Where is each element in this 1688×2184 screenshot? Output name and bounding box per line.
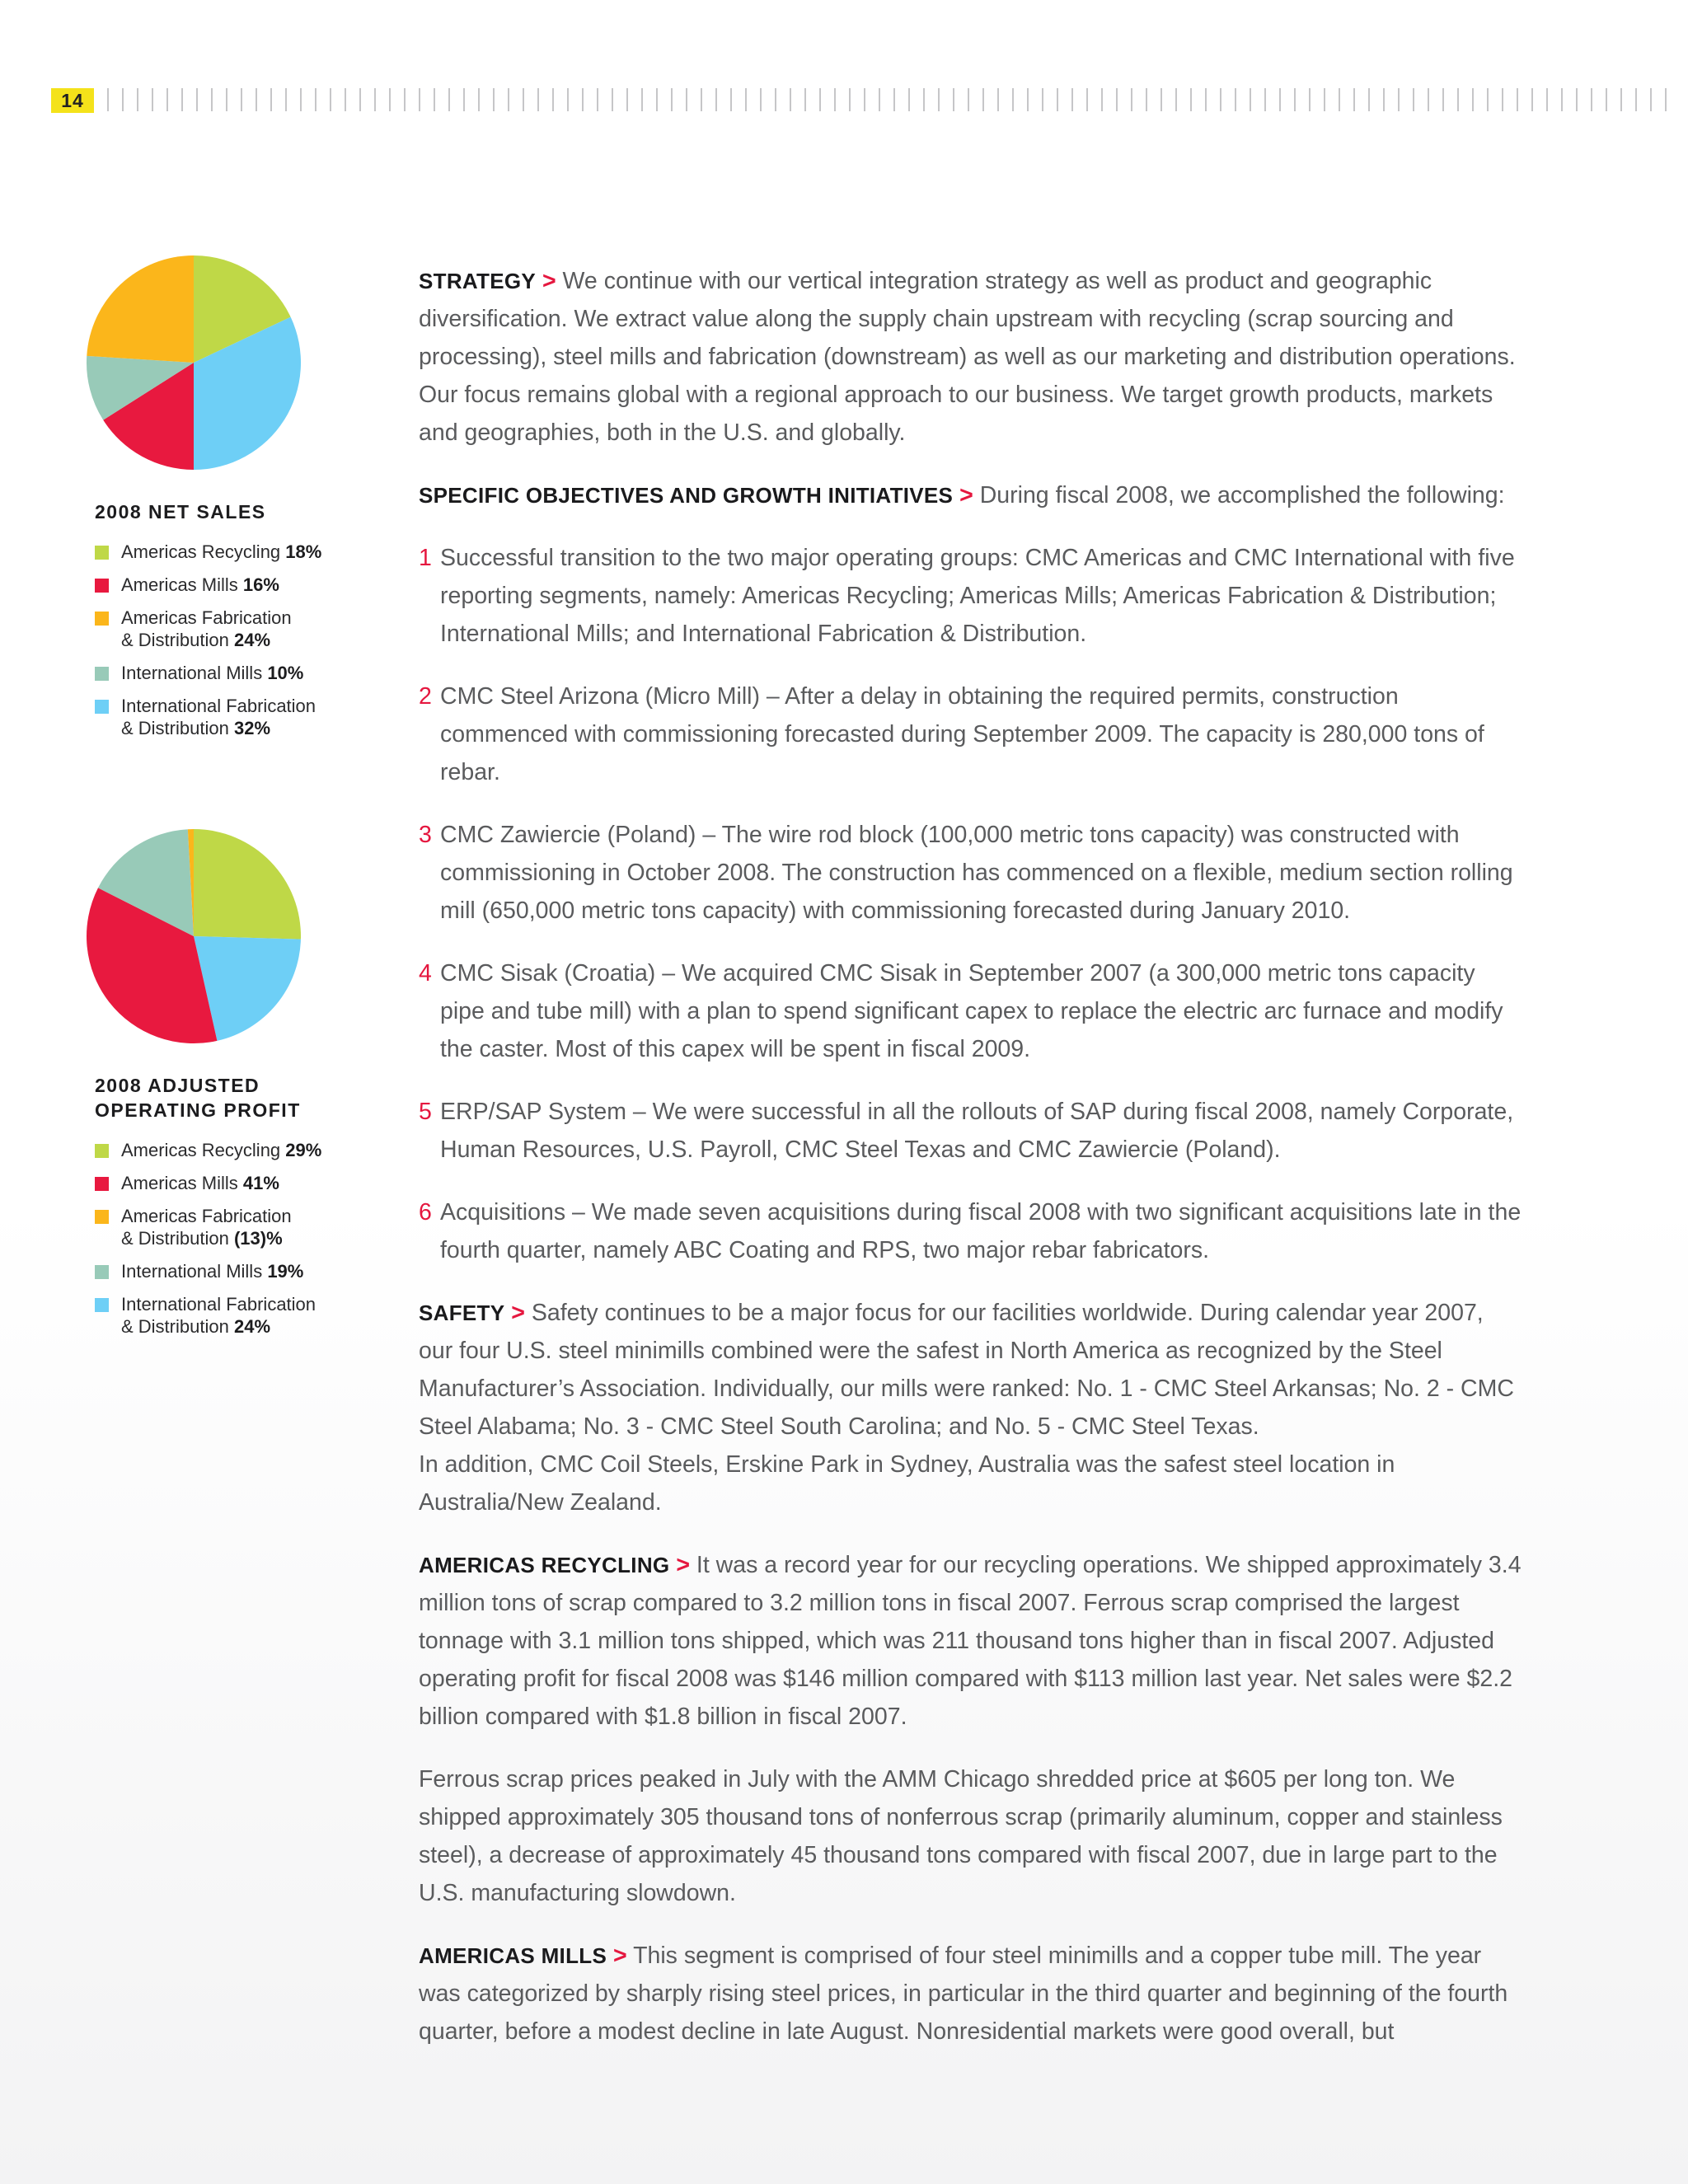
list-item [419,954,1523,1068]
legend-label: Americas Recycling [121,541,281,562]
section-heading: STRATEGY [419,269,537,293]
list-item-text: CMC Zawiercie (Poland) – The wire rod block (100,000 metric tons capacity) was constructed with commissioning in October 2008. The construction has commenced on a flexible, medium section rolling mill (650,000 metric tons capacity) with commissioning forecasted during January 2010. [440,822,1513,924]
legend-item-international-mills [95,662,359,684]
operating-profit-title-line1: 2008 ADJUSTED [95,1075,260,1096]
paragraph-body: During fiscal 2008, we accomplished the following: [979,482,1505,509]
objectives-paragraph [419,476,1523,514]
swatch-international-fabrication [95,1298,109,1312]
pie-slice-americas-fabrication-distribution [87,255,194,363]
net-sales-pie-chart [85,254,302,471]
list-item [419,816,1523,930]
legend-item-americas-recycling [95,1139,359,1161]
legend-item-americas-fabrication [95,1205,359,1249]
safety-paragraph [419,1294,1523,1521]
paragraph-body-continued: In addition, CMC Coil Steels, Erskine Park in Sydney, Australia was the safest steel location in Australia/New Zealand. [419,1451,1395,1516]
arrow-glyph: > [676,1552,690,1578]
arrow-glyph: > [613,1943,627,1969]
legend-percent: 16% [242,574,279,595]
legend-percent: 29% [285,1140,322,1160]
legend-label: Americas Fabrication [121,1206,292,1226]
swatch-americas-fabrication [95,1210,109,1224]
main-text [419,262,1523,2075]
legend-percent: 10% [267,663,304,683]
swatch-americas-mills [95,579,109,593]
legend-percent: 24% [233,1316,271,1337]
legend-item-international-fabrication [95,695,359,739]
legend-label-line2: & Distribution [121,1228,229,1249]
list-item-text: CMC Steel Arizona (Micro Mill) – After a delay in obtaining the required permits, construction commenced with commissioning forecasted during September 2009. The capacity is 280,000 tons of rebar. [440,683,1484,785]
section-heading: AMERICAS MILLS [419,1943,607,1968]
paragraph-body: It was a record year for our recycling operations. We shipped approximately 3.4 million tons of scrap compared to 3.2 million tons in fiscal 2007. Ferrous scrap comprised the largest tonnage with 3.1 million tons shipped, which was 211 thousand tons higher than in fiscal 2007. Adjusted operating profit for fiscal 2008 was $146 million compared with $113 million last year. Net sales were $2.2 billion compared with $1.8 billion in fiscal 2007. [419,1552,1522,1730]
legend-label-line2: & Distribution [121,630,229,650]
net-sales-legend [95,499,359,750]
paragraph-body: We continue with our vertical integration strategy as well as product and geographic diversification. We extract value along the supply chain upstream with recycling (scrap sourcing and processing), steel mills and fabrication (downstream) as well as our marketing and distribution operations. Our focus remains global with a regional approach to our business. We target growth products, markets and geographies, both in the U.S. and globally. [419,268,1516,446]
section-heading: SAFETY [419,1301,505,1325]
paragraph-body: This segment is comprised of four steel minimills and a copper tube mill. The year was categorized by sharply rising steel prices, in particular in the third quarter and beginning of the fourth quarter, before a modest decline in late August. Nonresidential markets were good overall, but [419,1943,1508,2045]
swatch-international-mills [95,1265,109,1279]
list-item-text: ERP/SAP System – We were successful in all the rollouts of SAP during fiscal 2008, namely Corporate, Human Resources, U.S. Payroll, CMC Steel Texas and CMC Zawiercie (Poland). [440,1099,1514,1163]
page-number: 14 [51,88,94,113]
operating-profit-title [95,1073,359,1122]
list-item [419,1193,1523,1269]
arrow-glyph: > [542,268,556,294]
section-heading: SPECIFIC OBJECTIVES AND GROWTH INITIATIVES [419,483,954,508]
arrow-glyph: > [511,1300,525,1326]
swatch-international-fabrication [95,700,109,714]
legend-percent: 19% [267,1261,304,1282]
legend-label: Americas Mills [121,1173,238,1193]
list-number: 5 [419,1099,432,1125]
swatch-americas-mills [95,1177,109,1191]
swatch-americas-recycling [95,1144,109,1158]
swatch-americas-fabrication [95,612,109,626]
legend-label: Americas Mills [121,574,238,595]
operating-profit-legend [95,1073,359,1348]
list-number: 4 [419,960,432,987]
legend-percent: 24% [233,630,271,650]
legend-label: International Mills [121,663,263,683]
net-sales-title: 2008 NET SALES [95,501,266,523]
list-number: 2 [419,683,432,710]
legend-item-international-fabrication [95,1293,359,1338]
arrow-glyph: > [959,482,973,509]
legend-label: International Fabrication [121,1294,316,1315]
mills-paragraph [419,1937,1523,2050]
list-item [419,539,1523,653]
legend-percent: 18% [285,541,322,562]
paragraph-body: Safety continues to be a major focus for our facilities worldwide. During calendar year 2007, our four U.S. steel minimills combined were the safest in North America as recognized by the Steel Manufacturer’s Association. Individually, our mills were ranked: No. 1 - CMC Steel Arkansas; No. 2 - CMC Steel Alabama; No. 3 - CMC Steel South Carolina; and No. 5 - CMC Steel Texas. [419,1300,1514,1440]
list-number: 6 [419,1199,432,1226]
legend-percent: (13)% [233,1228,283,1249]
ferrous-paragraph: Ferrous scrap prices peaked in July with the AMM Chicago shredded price at $605 per long ton. We shipped approximately 305 thousand tons of nonferrous scrap (primarily aluminum, copper and stainless steel), a decrease of approximately 45 thousand tons compared with fiscal 2007, due in large part to the U.S. manufacturing slowdown. [419,1766,1503,1906]
legend-percent: 41% [242,1173,279,1193]
list-number: 3 [419,822,432,848]
list-item-text: CMC Sisak (Croatia) – We acquired CMC Sisak in September 2007 (a 300,000 metric tons capacity pipe and tube mill) with a plan to spend significant capex to replace the electric arc furnace and modify the caster. Most of this capex will be spent in fiscal 2009. [440,960,1503,1062]
header-ruler [107,88,1669,111]
list-item [419,677,1523,791]
swatch-international-mills [95,667,109,681]
legend-label: Americas Recycling [121,1140,281,1160]
legend-item-americas-recycling [95,541,359,563]
legend-label-line2: & Distribution [121,718,229,738]
legend-label-line2: & Distribution [121,1316,229,1337]
legend-item-international-mills [95,1260,359,1282]
legend-label: International Mills [121,1261,263,1282]
operating-profit-pie-chart [85,827,302,1045]
section-heading: AMERICAS RECYCLING [419,1553,670,1577]
legend-item-americas-mills [95,1172,359,1194]
list-item-text: Acquisitions – We made seven acquisitions during fiscal 2008 with two significant acquisitions late in the fourth quarter, namely ABC Coating and RPS, two major rebar fabricators. [440,1199,1522,1263]
list-number: 1 [419,545,432,571]
strategy-paragraph [419,262,1523,452]
recycling-paragraph [419,1546,1523,1736]
legend-percent: 32% [233,718,271,738]
legend-item-americas-fabrication [95,607,359,651]
list-item-text: Successful transition to the two major operating groups: CMC Americas and CMC International with five reporting segments, namely: Americas Recycling; Americas Mills; Americas Fabrication & Distribution; International Mills; and International Fabrication & Distribution. [440,545,1515,647]
legend-item-americas-mills [95,574,359,596]
legend-label: International Fabrication [121,696,316,716]
list-item [419,1093,1523,1169]
legend-label: Americas Fabrication [121,607,292,628]
operating-profit-title-line2: OPERATING PROFIT [95,1099,301,1121]
pie-slice-americas-recycling [194,829,301,940]
swatch-americas-recycling [95,546,109,560]
